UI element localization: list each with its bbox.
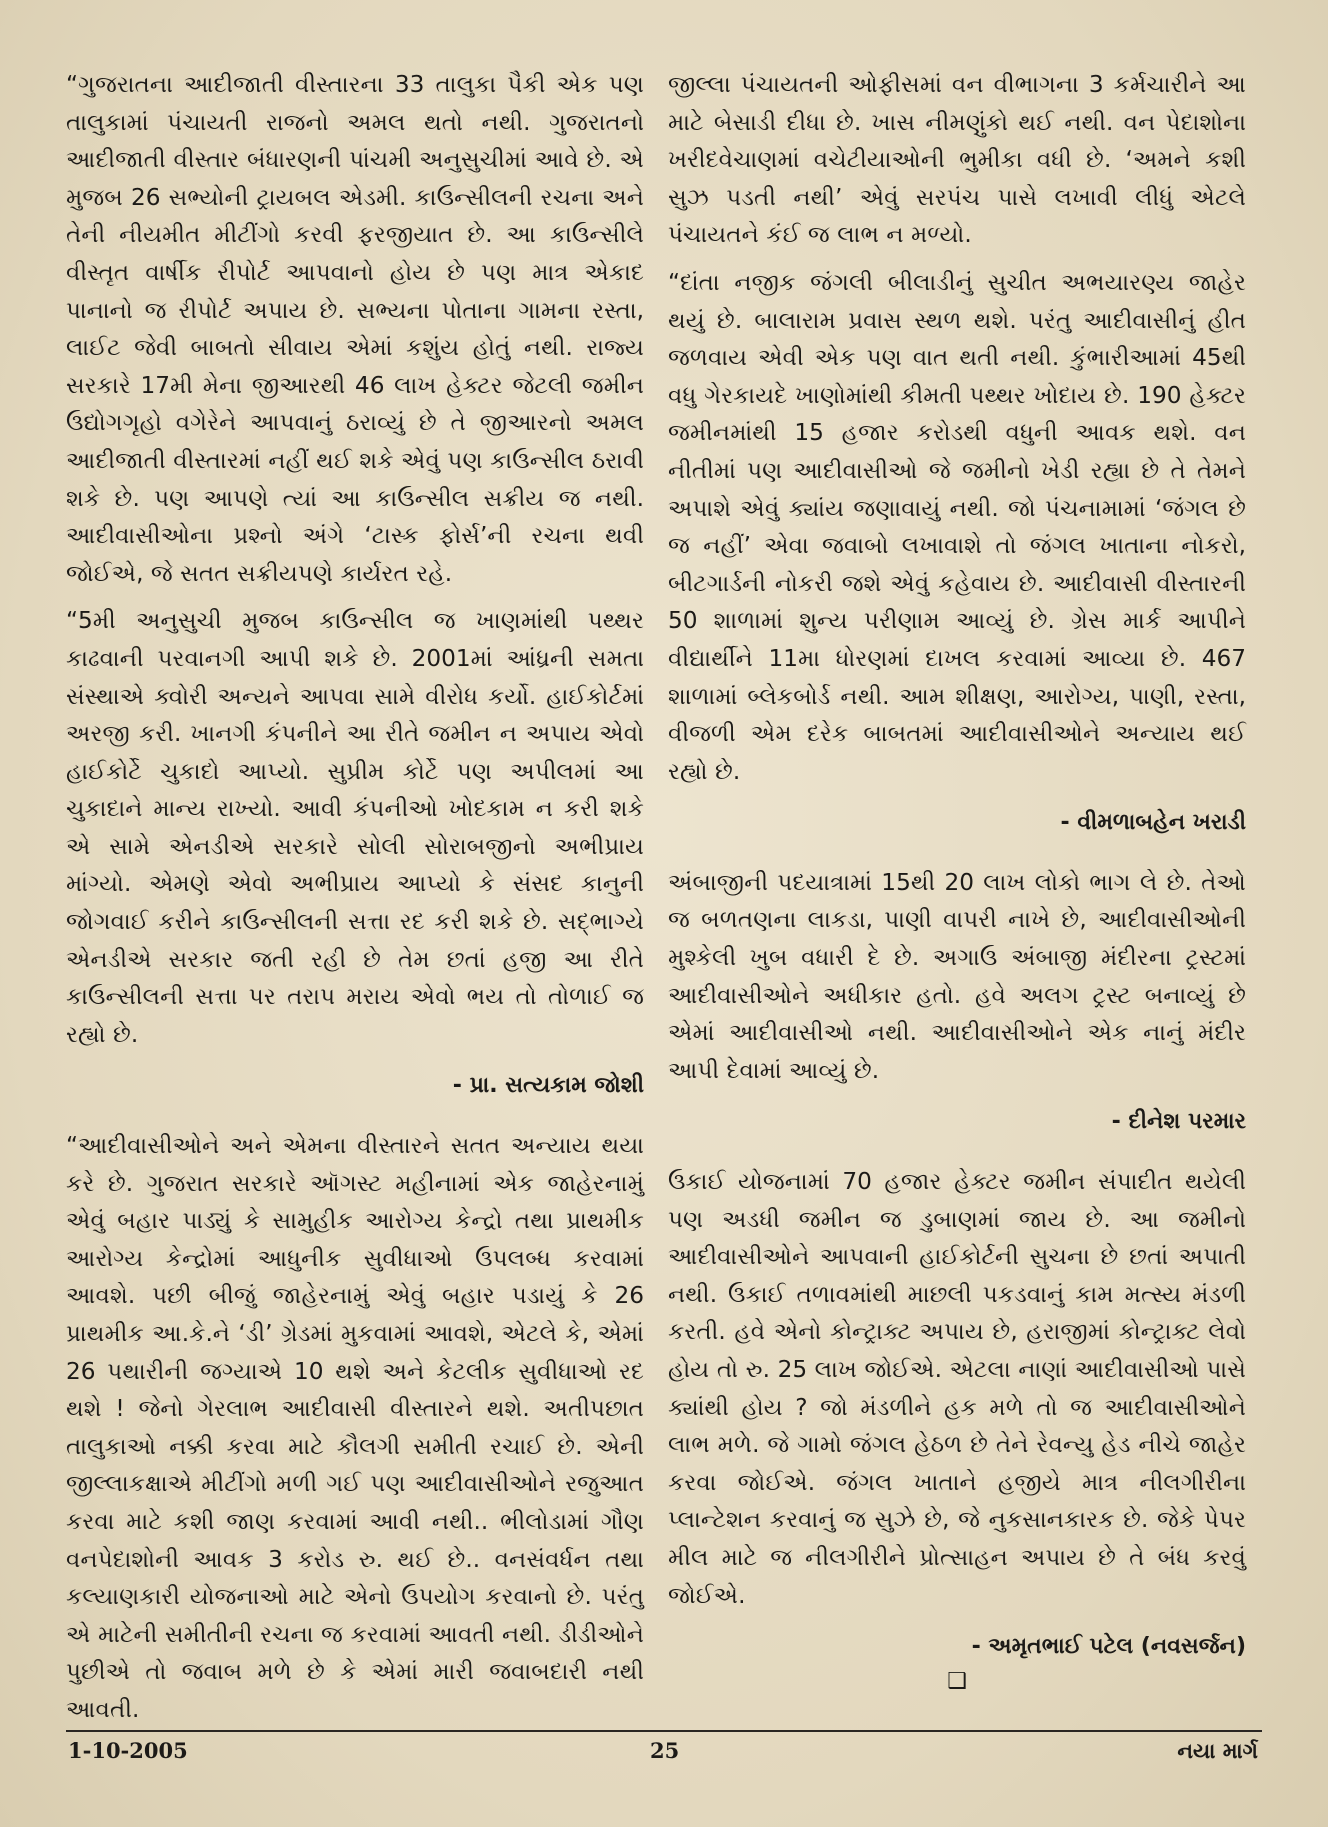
publication-name: નયા માર્ગ [1177,1738,1258,1763]
article-paragraph: અંબાજીની પદયાત્રામાં 15થી 20 લાખ લોકો ભાગ લે છે. તેઓ જ બળતણના લાકડા, પાણી વાપરી નાખે છે, આદીવાસીઓની મુશ્કેલી ખુબ વધારી દે છે. અગાઉ અંબાજી મંદીરના ટ્રસ્ટમાં આદીવાસીઓને અધીકાર હતો. હવે અલગ ટ્રસ્ટ બનાવ્યું છે એમાં આદીવાસીઓ નથી. આદીવાસીઓને એક નાનું મંદીર આપી દેવામાં આવ્યું છે. [668,868,1246,1084]
author-signature: - વીમળાબહેન ખરાડી [1060,810,1246,836]
footer-rule [66,1730,1262,1732]
author-signature: - અમૃતભાઈ પટેલ (નવસર્જન) [971,1634,1246,1660]
article-paragraph: જીલ્લા પંચાયતની ઓફીસમાં વન વીભાગના 3 કર્મચારીને આ માટે બેસાડી દીધા છે. ખાસ નીમણુંકો થઈ નથી. વન પેદાશોના ખરીદવેચાણમાં વચેટીયાઓની ભુમીકા વધી છે. ‘અમને કશી સુઝ પડતી નથી’ એવું સરપંચ પાસે લખાવી લીધું એટલે પંચાયતને કંઈ જ લાભ ન મળ્યો. [668,71,1246,249]
article-paragraph: “5મી અનુસુચી મુજબ કાઉન્સીલ જ ખાણમાંથી પથ્થર કાઢવાની પરવાનગી આપી શકે છે. 2001માં આંધ્રની સમતા સંસ્થાએ ક્વોરી અન્યને આપવા સામે વીરોધ કર્યો. હાઈકોર્ટમાં અરજી કરી. ખાનગી કંપનીને આ રીતે જમીન ન અપાય એવો હાઈકોર્ટે ચુકાદો આપ્યો. સુપ્રીમ કોર્ટે પણ અપીલમાં આ ચુકાદાને માન્ય રાખ્યો. આવી કંપનીઓ ખોદકામ ન કરી શકે એ સામે એનડીએ સરકારે સોલી સોરાબજીનો અભીપ્રાય માંગ્યો. એમણે એવો અભીપ્રાય આપ્યો કે સંસદ કાનુની જોગવાઈ કરીને કાઉન્સીલની સત્તા રદ કરી શકે છે. સદ્ભાગ્યે એનડીએ સરકાર જતી રહી છે તેમ છતાં હજી આ રીતે કાઉન્સીલની સત્તા પર તરાપ મરાય એવો ભય તો તોળાઈ જ રહ્યો છે. [66,607,644,1048]
author-signature: - દીનેશ પરમાર [1111,1109,1246,1135]
article-paragraph: “આદીવાસીઓને અને એમના વીસ્તારને સતત અન્યાય થયા કરે છે. ગુજરાત સરકારે ઑગસ્ટ મહીનામાં એક જાહેરનામું એવું બહાર પાડ્યું કે સામુહીક આરોગ્ય કેન્દ્રો તથા પ્રાથમીક આરોગ્ય કેન્દ્રોમાં આધુનીક સુવીધાઓ ઉપલબ્ધ કરવામાં આવશે. પછી બીજું જાહેરનામું એવું બહાર પડાયું કે 26 પ્રાથમીક આ.કે.ને ‘ડી’ ગ્રેડમાં મુકવામાં આવશે, એટલે કે, એમાં 26 પથારીની જગ્યાએ 10 થશે અને કેટલીક સુવીધાઓ રદ થશે ! જેનો ગેરલાભ આદીવાસી વીસ્તારને થશે. અતીપછાત તાલુકાઓ નક્કી કરવા માટે કૌલગી સમીતી રચાઈ છે. એની જીલ્લાકક્ષાએ મીટીંગો મળી ગઈ પણ આદીવાસીઓને રજુઆત કરવા માટે કશી જાણ કરવામાં આવી નથી.. ભીલોડામાં ગૌણ વનપેદાશોની આવક 3 કરોડ રુ. થઈ છે.. વનસંવર્ધન તથા કલ્યાણકારી યોજનાઓ માટે એનો ઉપયોગ કરવાનો છે. પરંતુ એ માટેની સમીતીની રચના જ કરવામાં આવતી નથી. ડીડીઓને પુછીએ તો જવાબ મળે છે કે એમાં મારી જવાબદારી નથી આવતી. [66,1132,644,1723]
left-column [66,66,644,1739]
footer-date: 1-10-2005 [68,1738,188,1763]
end-of-article-mark: ❑ [947,1668,967,1694]
article-paragraph: “દાંતા નજીક જંગલી બીલાડીનું સુચીત અભયારણ્ય જાહેર થયું છે. બાલારામ પ્રવાસ સ્થળ થશે. પરંતુ આદીવાસીનું હીત જળવાય એવી એક પણ વાત થતી નથી. કુંભારીઆમાં 45થી વધુ ગેરકાયદે ખાણોમાંથી કીમતી પથ્થર ખોદાય છે. 190 હેક્ટર જમીનમાંથી 15 હજાર કરોડથી વધુની આવક થશે. વન નીતીમાં પણ આદીવાસીઓ જે જમીનો ખેડી રહ્યા છે તે તેમને અપાશે એવું ક્યાંય જણાવાયું નથી. જો પંચનામામાં ‘જંગલ છે જ નહીં’ એવા જવાબો લખાવાશે તો જંગલ ખાતાના નોકરો, બીટગાર્ડની નોકરી જશે એવું કહેવાય છે. આદીવાસી વીસ્તારની 50 શાળામાં શુન્ય પરીણામ આવ્યું છે. ગ્રેસ માર્ક આપીને વીદ્યાર્થીને 11મા ધોરણમાં દાખલ કરવામાં આવ્યા છે. 467 શાળામાં બ્લેકબોર્ડ નથી. આમ શીક્ષણ, આરોગ્ય, પાણી, રસ્તા, વીજળી એમ દરેક બાબતમાં આદીવાસીઓને અન્યાય થઈ રહ્યો છે. [668,268,1246,785]
article-paragraph: “ગુજરાતના આદીજાતી વીસ્તારના 33 તાલુકા પૈકી એક પણ તાલુકામાં પંચાયતી રાજનો અમલ થતો નથી. ગુજરાતનો આદીજાતી વીસ્તાર બંધારણની પાંચમી અનુસુચીમાં આવે છે. એ મુજબ 26 સભ્યોની ટ્રાયબલ એડમી. કાઉન્સીલની રચના અને તેની નીયમીત મીટીંગો કરવી ફરજીયાત છે. આ કાઉન્સીલે વીસ્તૃત વાર્ષીક રીપોર્ટ આપવાનો હોય છે પણ માત્ર એકાદ પાનાનો જ રીપોર્ટ અપાય છે. સભ્યના પોતાના ગામના રસ્તા, લાઈટ જેવી બાબતો સીવાય એમાં કશુંય હોતું નથી. રાજ્ય સરકારે 17મી મેના જીઆરથી 46 લાખ હેક્ટર જેટલી જમીન ઉદ્યોગગૃહો વગેરેને આપવાનું ઠરાવ્યું છે તે જીઆરનો અમલ આદીજાતી વીસ્તારમાં નહીં થઈ શકે એવું પણ કાઉન્સીલ ઠરાવી શકે છે. પણ આપણે ત્યાં આ કાઉન્સીલ સક્રીય જ નથી. આદીવાસીઓના પ્રશ્નો અંગે ‘ટાસ્ક ફોર્સ’ની રચના થવી જોઈએ, જે સતત સક્રીયપણે કાર્યરત રહે. [66,71,644,587]
article-paragraph: ઉકાઈ યોજનામાં 70 હજાર હેક્ટર જમીન સંપાદીત થયેલી પણ અડધી જમીન જ ડુબાણમાં જાય છે. આ જમીનો આદીવાસીઓને આપવાની હાઈકોર્ટની સુચના છે છતાં અપાતી નથી. ઉકાઈ તળાવમાંથી માછલી પકડવાનું કામ મત્સ્ય મંડળી કરતી. હવે એનો કોન્ટ્રાક્ટ અપાય છે, હરાજીમાં કોન્ટ્રાક્ટ લેવો હોય તો રુ. 25 લાખ જોઈએ. એટલા નાણાં આદીવાસીઓ પાસે ક્યાંથી હોય ? જો મંડળીને હક મળે તો જ આદીવાસીઓને લાભ મળે. જે ગામો જંગલ હેઠળ છે તેને રેવન્યુ હેડ નીચે જાહેર કરવા જોઈએ. જંગલ ખાતાને હજીયે માત્ર નીલગીરીના પ્લાન્ટેશન કરવાનું જ સુઝે છે, જે નુકસાનકારક છે. જેકે પેપર મીલ માટે જ નીલગીરીને પ્રોત્સાહન અપાય છે તે બંધ કરવું જોઈએ. [668,1168,1246,1609]
author-signature: - પ્રા. સત્યકામ જોશી [452,1073,644,1099]
right-column [668,66,1246,1696]
page-number: 25 [650,1738,680,1763]
